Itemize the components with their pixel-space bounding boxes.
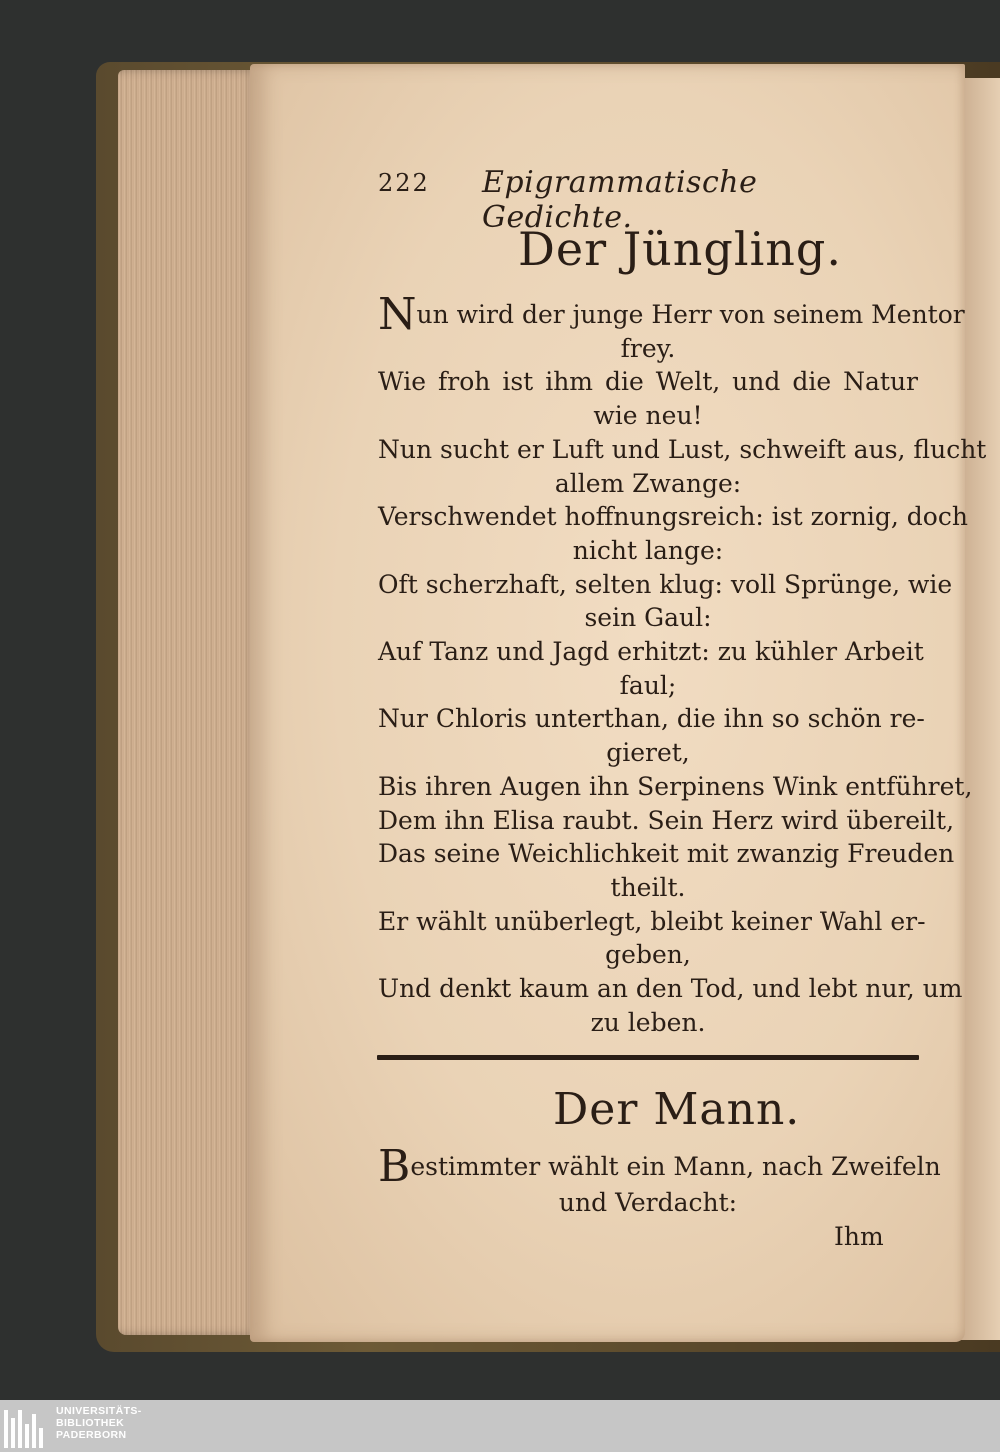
poem-line-text: geben, [605,940,691,970]
poem-line [378,770,973,804]
page-number: 222 [378,169,430,197]
library-name-line: BIBLIOTHEK [56,1417,125,1429]
library-name-line: PADERBORN [56,1429,127,1441]
poem-line [378,365,918,399]
poem-line [378,1006,918,1040]
drop-cap: N [378,289,417,340]
poem-line [378,467,918,501]
poem-line-text: Das seine Weichlichkeit mit zwanzig Freuden [378,839,955,869]
poem-line [378,399,918,433]
poem-line [378,635,924,669]
poem-line-text: faul; [619,670,677,700]
section-title-mann: Der Mann. [553,1084,801,1135]
section-divider [377,1055,919,1060]
library-name-line: UNIVERSITÄTS- [56,1405,142,1417]
poem-line [378,669,918,703]
poem-line-text: Auf Tanz und Jagd erhitzt: zu kühler Arbeit [378,637,924,666]
page-header [378,165,838,235]
poem-line [378,736,918,770]
library-footer [0,1400,1000,1452]
poem-line [378,289,965,340]
poem-line [378,568,953,602]
library-name [56,1405,142,1441]
poem-line [378,1141,941,1192]
poem-line-text: allem Zwange: [554,468,742,498]
section-title-juengling: Der Jüngling. [518,222,842,276]
poem-line-text: gieret, [606,738,690,768]
poem-line-text: frey. [620,333,676,363]
poem-line-text: estimmter wählt ein Mann, nach Zweifeln [410,1152,941,1181]
poem-line-text: wie neu! [593,401,703,431]
poem-line-text: Er wählt unüberlegt, bleibt keiner Wahl er- [378,906,926,936]
poem-line [378,938,918,972]
poem-line [378,804,955,838]
poem-line-text: Nun sucht er Luft und Lust, schweift aus, flucht [378,434,987,464]
poem-line [378,500,968,534]
poem-line-text: Bis ihren Augen ihn Serpinens Wink entführet, [378,771,973,801]
poem-line-text: Nur Chloris unterthan, die ihn so schön re- [378,704,925,734]
catchword: Ihm [834,1222,884,1251]
poem-line [378,702,925,736]
poem-line [378,332,918,366]
poem-line-text: nicht lange: [572,535,724,565]
poem-line-text: Und denkt kaum an den Tod, und lebt nur, um [378,974,963,1003]
poem-line-text: Verschwendet hoffnungsreich: ist zornig, doch [378,502,968,532]
poem-line [378,837,955,871]
poem-line [378,905,926,939]
poem-line-text: Oft scherzhaft, selten klug: voll Sprünge, wie [378,569,953,599]
drop-cap: B [378,1141,411,1192]
page-edges [118,70,258,1335]
running-head: Epigrammatische Gedichte. [482,165,758,235]
poem-line-text: und Verdacht: [558,1188,738,1217]
poem-line-text: sein Gaul: [584,603,712,633]
library-logo-icon [4,1406,50,1448]
poem-line-text: un wird der junge Herr von seinem Mentor [416,300,965,329]
poem-line [378,871,918,905]
poem-line [378,534,918,568]
poem-line-text: theilt. [610,872,686,902]
poem-line-text: Dem ihn Elisa raubt. Sein Herz wird übereilt, [378,805,955,835]
poem-line [378,433,987,467]
poem-line-text: zu leben. [590,1007,706,1037]
poem-line [378,972,963,1006]
poem-line [378,601,918,635]
poem-line-text: Wie froh ist ihm die Welt, und die Natur [378,367,918,397]
poem-line [378,1186,918,1220]
